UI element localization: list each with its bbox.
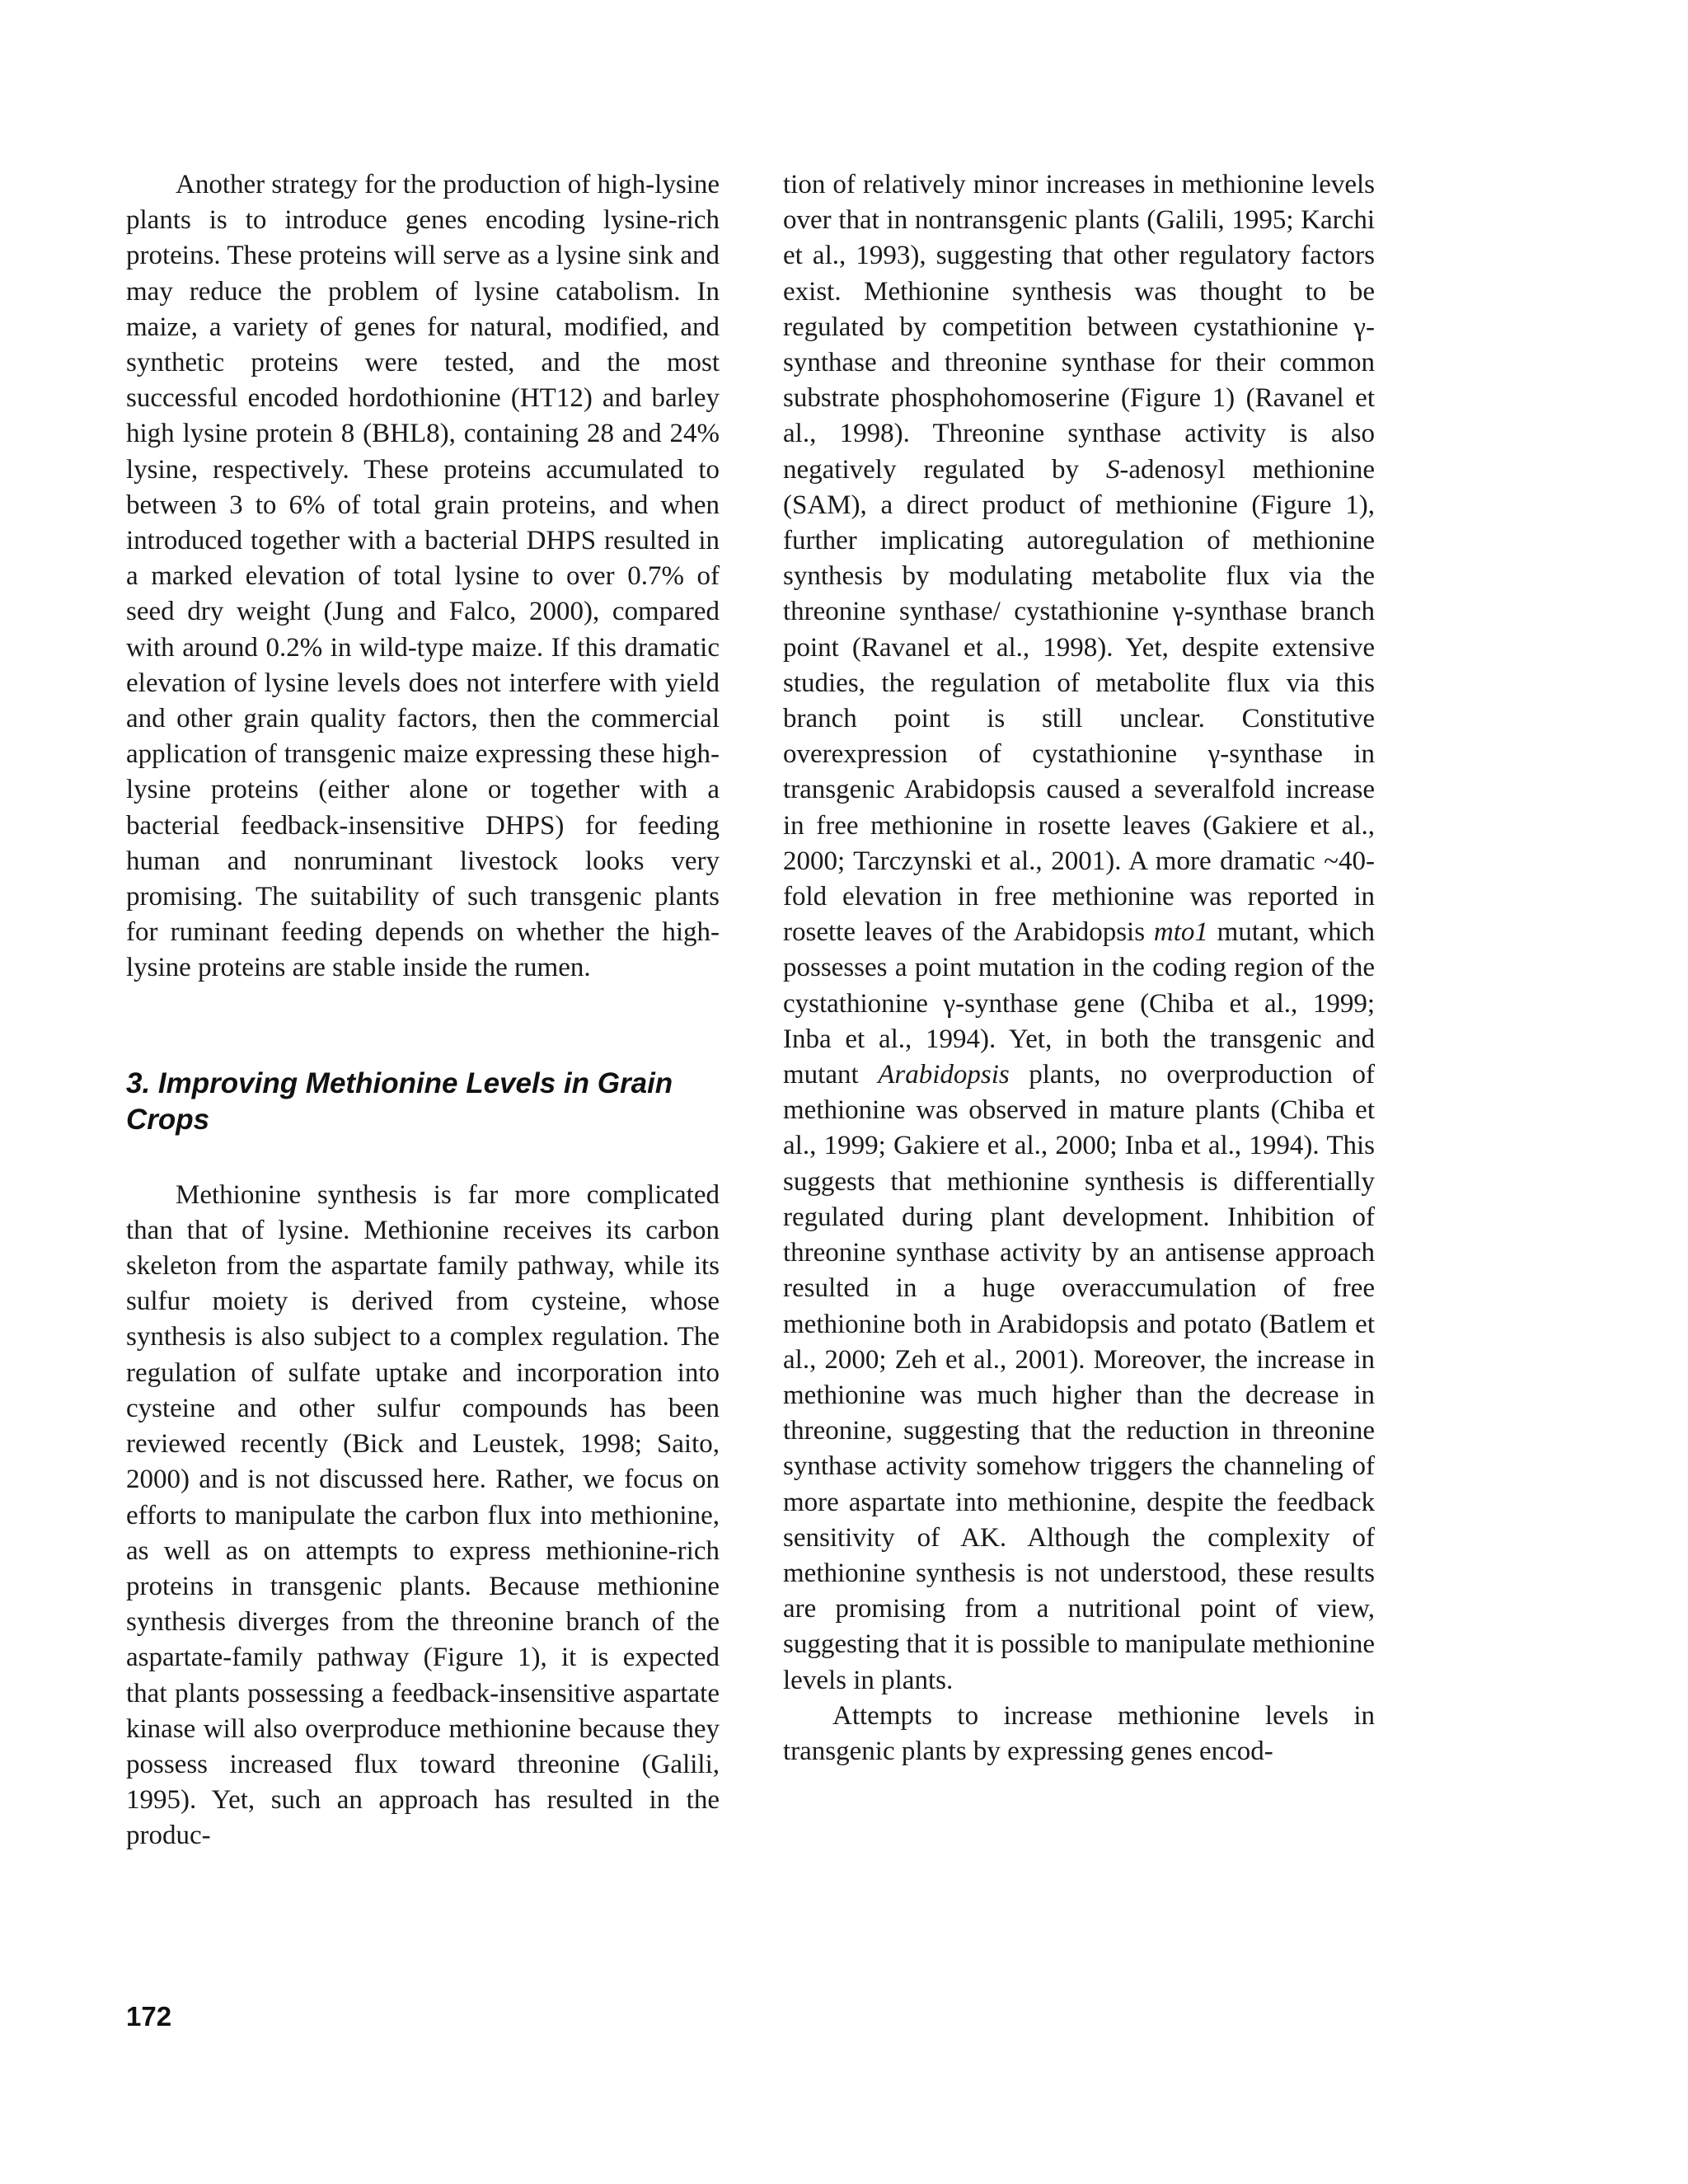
body-paragraph-methionine-synthesis: Methionine synthesis is far more complicated than that of lysine. Methionine receives its carbon skeleton from the aspartate family pathway, while its sulfur moiety is derived from cysteine, whose synthesis is also subject to a complex regulation. The regulation of sulfate uptake and incorporation into cysteine and other sulfur compounds has been reviewed recently (Bick and Leustek, 1998; Saito, 2000) and is not discussed here. Rather, we focus on efforts to manipulate the carbon flux into methionine, as well as on attempts to express methionine-rich proteins in transgenic plants. Because methionine synthesis diverges from the threonine branch of the aspartate-family pathway (Figure 1), it is expected that plants possessing a feedback-insensitive aspartate kinase will also overproduce methionine because they possess increased flux toward threonine (Galili, 1995). Yet, such an approach has resulted in the produc- [126, 1179, 720, 1851]
body-paragraph-lysine-proteins: Another strategy for the production of high-lysine plants is to introduce genes encoding lysine-rich proteins. These proteins will serve as a lysine sink and may reduce the problem of lysine catabolism. In maize, a variety of genes for natural, modified, and synthetic proteins were tested, and the most successful encoded hordothionine (HT12) and barley high lysine protein 8 (BHL8), containing 28 and 24% lysine, respectively. These proteins accumulated to between 3 to 6% of total grain proteins, and when introduced together with a bacterial DHPS resulted in a marked elevation of total lysine to over 0.7% of seed dry weight (Jung and Falco, 2000), compared with around 0.2% in wild-type maize. If this dramatic elevation of lysine levels does not interfere with yield and other grain quality factors, then the commercial application of transgenic maize expressing these high-lysine proteins (either alone or together with a bacterial feedback-insensitive DHPS) for feeding human and nonruminant livestock looks very promising. The suitability of such transgenic plants for ruminant feeding depends on whether the high-lysine proteins are stable inside the rumen. [126, 170, 720, 983]
text-run: tion of relatively minor increases in methionine levels over that in nontransgenic plants (Galili, 1995; Karchi et al., 1993), suggesting that other regulatory factors exist. Methionine synthesis was thought to be regulated by competition between cystathionine γ-synthase and threonine synthase for their common substrate phosphohomoserine (Figure 1) (Ravanel et al., 1998). Threonine synthase activity is also negatively regulated by [783, 170, 1375, 485]
text-run: -adenosyl methionine (SAM), a direct product of methionine (Figure 1), further implicating autoregulation of methionine synthesis by modulating metabolite flux via the threonine synthase/ cystathionine γ-synthase branch point (Ravanel et al., 1998). Yet, despite extensive studies, the regulation of metabolite flux via this branch point is still unclear. Constitutive overexpression of cystathionine γ-synthase in transgenic Arabidopsis caused a severalfold increase in free methionine in rosette leaves (Gakiere et al., 2000; Tarczynski et al., 2001). A more dramatic ~40-fold elevation in free methionine was reported in rosette leaves of the Arabidopsis [783, 454, 1375, 948]
text-run: mutant, which possesses a point mutation in the coding region of the cystathionine γ-synthase gene (Chiba et al., 1999; Inba et al., 1994). Yet, in both the transgenic and mutant [783, 917, 1375, 1090]
italic-species-name: Arabidopsis [878, 1060, 1010, 1090]
right-column [783, 167, 1375, 1769]
body-paragraph-methionine-proteins: Attempts to increase methionine levels in transgenic plants by expressing genes encod- [783, 1700, 1375, 1766]
italic-text-run: S [1105, 454, 1120, 485]
left-column [126, 167, 720, 1854]
body-paragraph-methionine-regulation [783, 167, 1375, 1699]
text-run: plants, no overproduction of methionine was observed in mature plants (Chiba et al., 1999; Gakiere et al., 2000; Inba et al., 1994). This suggests that methionine synthesis is differentially regulated during plant development. Inhibition of threonine synthase activity by an antisense approach resulted in a huge overaccumulation of free methionine both in Arabidopsis and potato (Batlem et al., 2000; Zeh et al., 2001). Moreover, the increase in methionine was much higher than the decrease in threonine, suggesting that the reduction in threonine synthase activity somehow triggers the channeling of more aspartate into methionine, despite the feedback sensitivity of AK. Although the complexity of methionine synthesis is not understood, these results are promising from a nutritional point of view, suggesting that it is possible to manipulate methionine levels in plants. [783, 1060, 1375, 1695]
page-number: 172 [126, 2001, 172, 2032]
section-heading: 3. Improving Methionine Levels in Grain Crops [126, 1066, 673, 1136]
italic-gene-name: mto1 [1153, 917, 1208, 948]
